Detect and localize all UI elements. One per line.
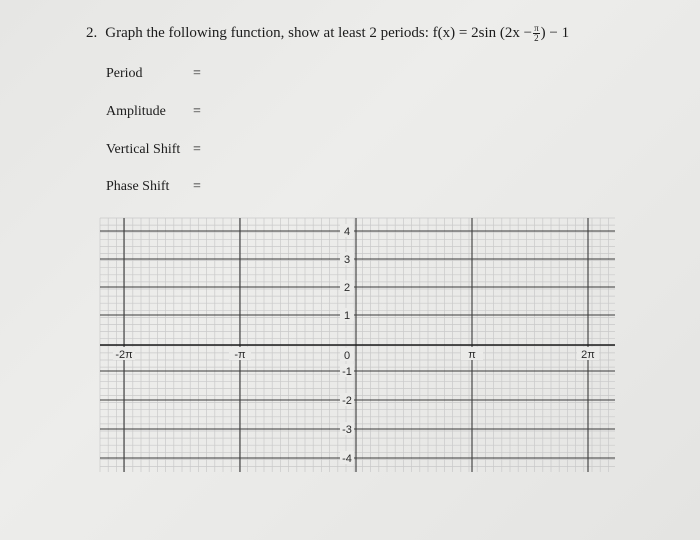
question-body: Graph the following function, show at least 2 periods: f(x) = 2sin (2x −	[105, 24, 533, 41]
vertical-shift-equals: =	[193, 142, 201, 157]
y-tick-label: -4	[342, 453, 352, 465]
y-tick-label: 2	[343, 282, 351, 294]
x-tick-label: π	[468, 349, 476, 361]
y-tick-label: 4	[343, 226, 351, 238]
phase-shift-equals: =	[193, 179, 201, 194]
period-label: Period	[106, 66, 143, 81]
y-tick-label: -3	[342, 424, 352, 436]
vertical-shift-label: Vertical Shift	[106, 142, 181, 157]
x-tick-label: -π	[234, 349, 246, 361]
x-tick-label: 2π	[581, 349, 595, 361]
period-equals: =	[193, 66, 201, 81]
y-tick-label: -1	[342, 366, 352, 378]
amplitude-label: Amplitude	[106, 104, 166, 119]
y-tick-label: 0	[343, 350, 351, 362]
y-tick-label: 3	[343, 254, 351, 266]
question-tail: ) − 1	[540, 24, 570, 41]
y-tick-label: 1	[343, 310, 351, 322]
question-number: 2.	[86, 24, 98, 41]
phase-shift-label: Phase Shift	[106, 179, 170, 194]
pi-over-two-fraction: $\frac{\pi}{2}$	[534, 23, 539, 43]
y-tick-label: -2	[342, 395, 352, 407]
x-tick-label: -2π	[115, 349, 133, 361]
amplitude-equals: =	[193, 104, 201, 119]
major-grid-lines	[100, 218, 615, 472]
